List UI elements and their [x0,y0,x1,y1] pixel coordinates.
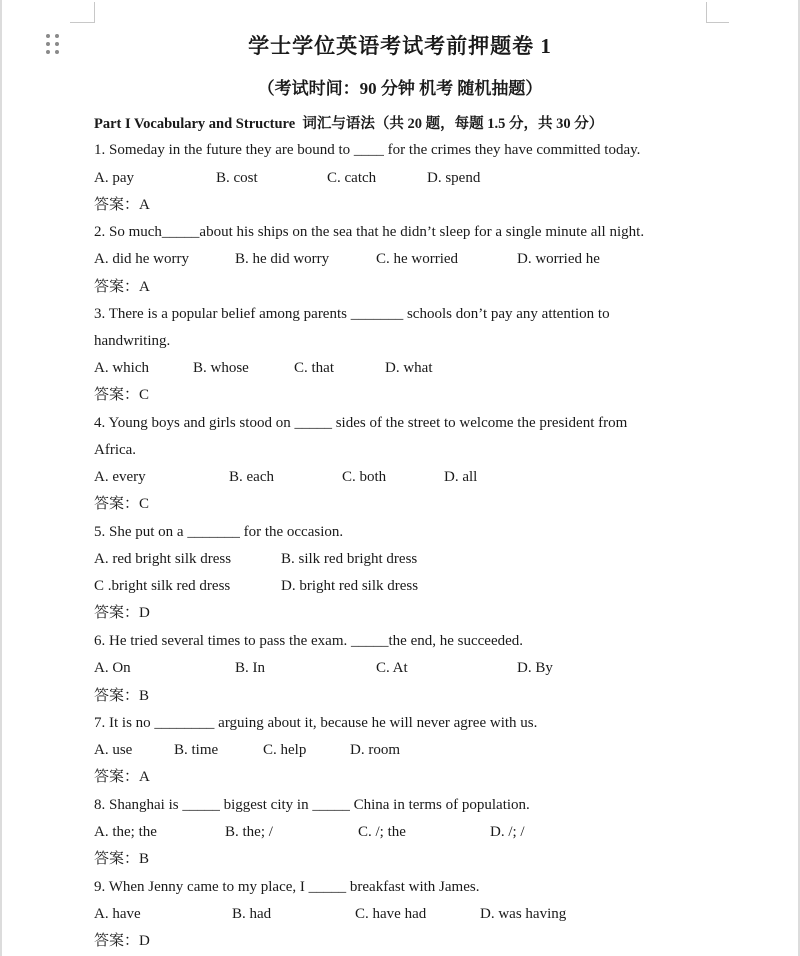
answer-option: C. have had [355,906,427,922]
option-row [94,358,714,378]
answer-option: A. have [94,906,141,922]
option-row [94,249,714,269]
answer-option: C. catch [327,170,377,186]
question-stem: 6. He tried several times to pass the exam. _____the end, he succeeded. [94,633,524,649]
answer-option: C .bright silk red dress [94,578,231,594]
option-row [94,822,714,842]
question-stem: 9. When Jenny came to my place, I _____ breakfast with James. [94,879,480,895]
answer-key: 答案：C [94,496,150,512]
question-stem: 8. Shanghai is _____ biggest city in _____ China in terms of population. [94,797,530,813]
answer-option: A. red bright silk dress [94,551,232,567]
answer-option: C. /; the [358,824,406,840]
answer-option: D. By [517,660,553,676]
answer-option: B. had [232,906,272,922]
answer-option: B. he did worry [235,251,330,267]
crop-mark-top-right [706,2,729,23]
option-row [94,658,714,678]
answer-option: A. On [94,660,131,676]
answer-option: A. pay [94,170,134,186]
answer-key: 答案：D [94,933,150,949]
answer-option: B. each [229,469,274,485]
answer-key: 答案：D [94,605,150,621]
answer-option: C. that [294,360,334,376]
answer-option: C. At [376,660,408,676]
answer-option: D. was having [480,906,567,922]
section-heading: Part I Vocabulary and Structure 词汇与语法（共 20 题，每题 1.5 分，共 30 分） [94,116,604,132]
answer-key: 答案：C [94,387,150,403]
answer-option: C. he worried [376,251,459,267]
question-stem: 4. Young boys and girls stood on _____ sides of the street to welcome the president from [94,415,628,431]
answer-option: A. every [94,469,146,485]
answer-option: D. worried he [517,251,600,267]
answer-option: D. spend [427,170,481,186]
answer-option: B. time [174,742,219,758]
answer-option: A. which [94,360,149,376]
question-stem: 7. It is no ________ arguing about it, because he will never agree with us. [94,715,538,731]
page-subtitle: （考试时间：90 分钟 机考 随机抽题） [257,79,543,98]
option-row [94,904,714,924]
answer-option: D. bright red silk dress [281,578,419,594]
answer-option: A. the; the [94,824,157,840]
answer-key: 答案：B [94,851,150,867]
answer-option: B. silk red bright dress [281,551,418,567]
answer-option: B. the; / [225,824,273,840]
option-row [94,168,714,188]
answer-key: 答案：A [94,279,150,295]
crop-mark-top-left [70,2,95,23]
answer-key: 答案：A [94,769,150,785]
answer-option: D. all [444,469,478,485]
answer-option: A. use [94,742,133,758]
answer-option: C. help [263,742,307,758]
answer-key: 答案：A [94,197,150,213]
option-row [94,576,714,596]
page-edge-left [0,0,2,956]
answer-key: 答案：B [94,688,150,704]
question-stem: 5. She put on a _______ for the occasion. [94,524,344,540]
answer-option: B. whose [193,360,249,376]
question-stem: Africa. [94,442,137,458]
question-stem: 3. There is a popular belief among parents _______ schools don’t pay any attention to [94,306,610,322]
answer-option: A. did he worry [94,251,189,267]
question-stem: 2. So much_____about his ships on the sea that he didn’t sleep for a single minute all night. [94,224,645,240]
option-row [94,549,714,569]
option-row [94,740,714,760]
question-stem: 1. Someday in the future they are bound to ____ for the crimes they have committed today. [94,142,641,158]
answer-option: B. In [235,660,265,676]
question-stem: handwriting. [94,333,171,349]
page-title: 学士学位英语考试考前押题卷 1 [248,34,552,58]
answer-option: D. /; / [490,824,525,840]
answer-option: D. what [385,360,433,376]
answer-option: D. room [350,742,400,758]
answer-option: C. both [342,469,387,485]
option-row [94,467,714,487]
answer-option: B. cost [216,170,258,186]
